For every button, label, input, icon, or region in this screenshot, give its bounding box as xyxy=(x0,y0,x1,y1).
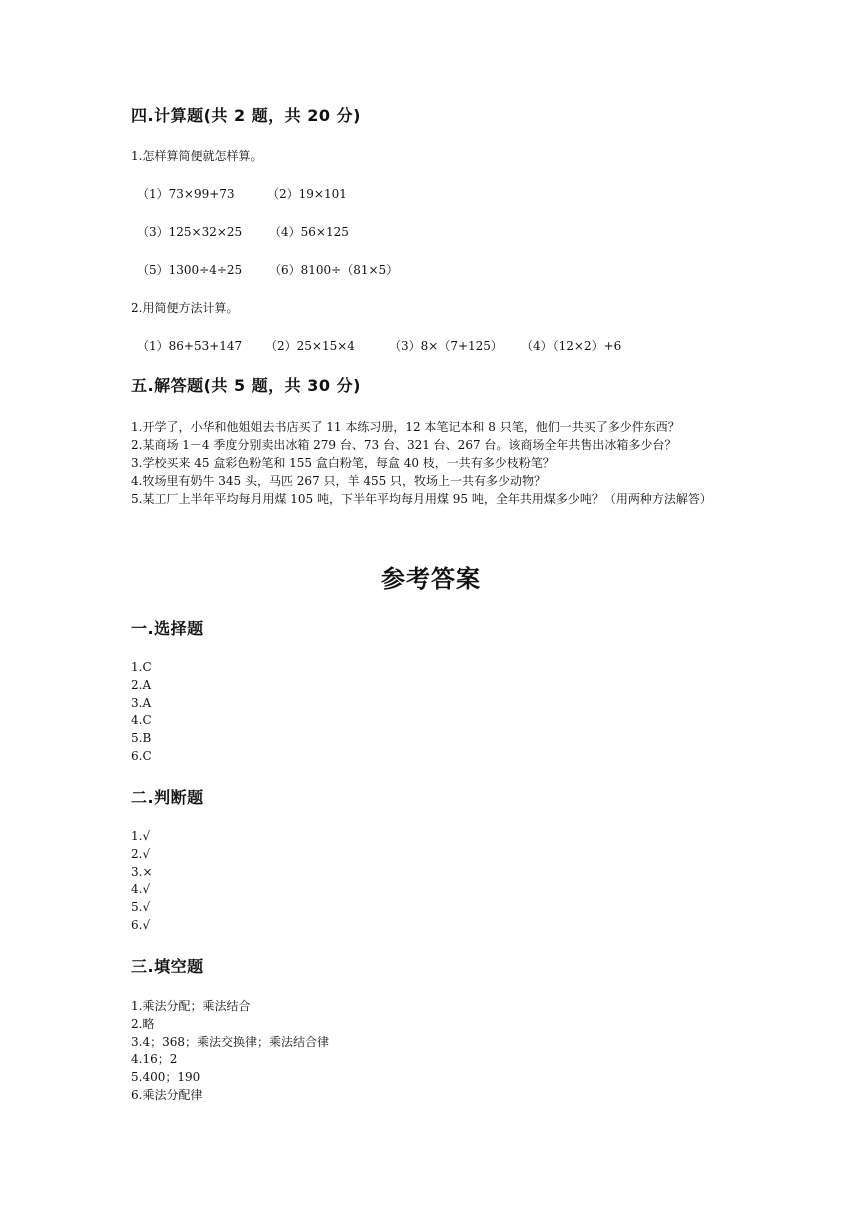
answer-item: 5.400；190 xyxy=(131,1070,201,1085)
answer-item: 3.4；368；乘法交换律；乘法结合律 xyxy=(131,1034,329,1049)
choice-heading: 一.选择题 xyxy=(131,619,204,638)
section-4-q1-prompt: 1.怎样算简便就怎样算。 xyxy=(131,149,263,163)
question-item: 4.牧场里有奶牛 345 头，马匹 267 只，羊 455 只，牧场上一共有多少动物？ xyxy=(131,474,547,488)
answer-item: 5.B xyxy=(131,731,152,746)
answer-item: 6.乘法分配律 xyxy=(131,1087,203,1102)
calc-item: （4）56×125 xyxy=(269,225,349,239)
answer-item: 4.√ xyxy=(131,882,151,897)
answer-item: 4.C xyxy=(131,713,152,728)
answer-item: 6.√ xyxy=(131,917,151,932)
answer-item: 4.16；2 xyxy=(131,1052,178,1067)
answer-item: 6.C xyxy=(131,748,152,763)
choice-answer-list xyxy=(131,659,152,766)
question-item: 5.某工厂上半年平均每月用煤 105 吨，下半年平均每月用煤 95 吨，全年共用煤多少吨？（用两种方法解答） xyxy=(131,492,712,506)
answer-item: 3.A xyxy=(131,695,152,710)
question-item: 2.某商场 1－4 季度分别卖出冰箱 279 台、73 台、321 台、267 台。该商场全年共售出冰箱多少台？ xyxy=(131,438,677,452)
answer-item: 5.√ xyxy=(131,900,151,915)
section-5-heading: 五.解答题(共 5 题，共 30 分) xyxy=(131,376,361,395)
calc-item: （6）8100÷（81×5） xyxy=(269,263,399,277)
answers-title: 参考答案 xyxy=(381,565,481,593)
answer-item: 3.× xyxy=(131,864,153,879)
judge-answer-list xyxy=(131,828,153,935)
judge-heading: 二.判断题 xyxy=(131,788,204,807)
section-5-questions xyxy=(131,418,731,508)
answer-item: 2.略 xyxy=(131,1016,155,1031)
calc-item: （1）86+53+147 xyxy=(137,339,243,353)
calc-item: （3）8×（7+125） xyxy=(389,339,503,353)
section-4-q2-prompt: 2.用简便方法计算。 xyxy=(131,301,239,315)
question-item: 3.学校买来 45 盒彩色粉笔和 155 盒白粉笔，每盒 40 枝，一共有多少枝粉笔？ xyxy=(131,456,555,470)
answer-item: 2.√ xyxy=(131,846,151,861)
answer-item: 1.C xyxy=(131,660,152,674)
calc-item: （2）19×101 xyxy=(267,187,347,201)
answer-item: 1.乘法分配；乘法结合 xyxy=(131,999,251,1013)
calc-item: （4）（12×2）+6 xyxy=(521,339,622,353)
calc-item: （5）1300÷4÷25 xyxy=(137,263,243,277)
section-4-heading: 四.计算题(共 2 题，共 20 分) xyxy=(131,106,361,125)
calc-item: （1）73×99+73 xyxy=(137,187,235,201)
answer-item: 2.A xyxy=(131,677,152,692)
question-item: 1.开学了，小华和他姐姐去书店买了 11 本练习册，12 本笔记本和 8 只笔，他们一共买了多少件东西？ xyxy=(131,420,680,434)
fill-answer-list xyxy=(131,998,329,1105)
calc-item: （3）125×32×25 xyxy=(137,225,243,239)
answer-item: 1.√ xyxy=(131,829,151,843)
calc-item: （2）25×15×4 xyxy=(265,339,355,353)
fill-heading: 三.填空题 xyxy=(131,957,204,976)
